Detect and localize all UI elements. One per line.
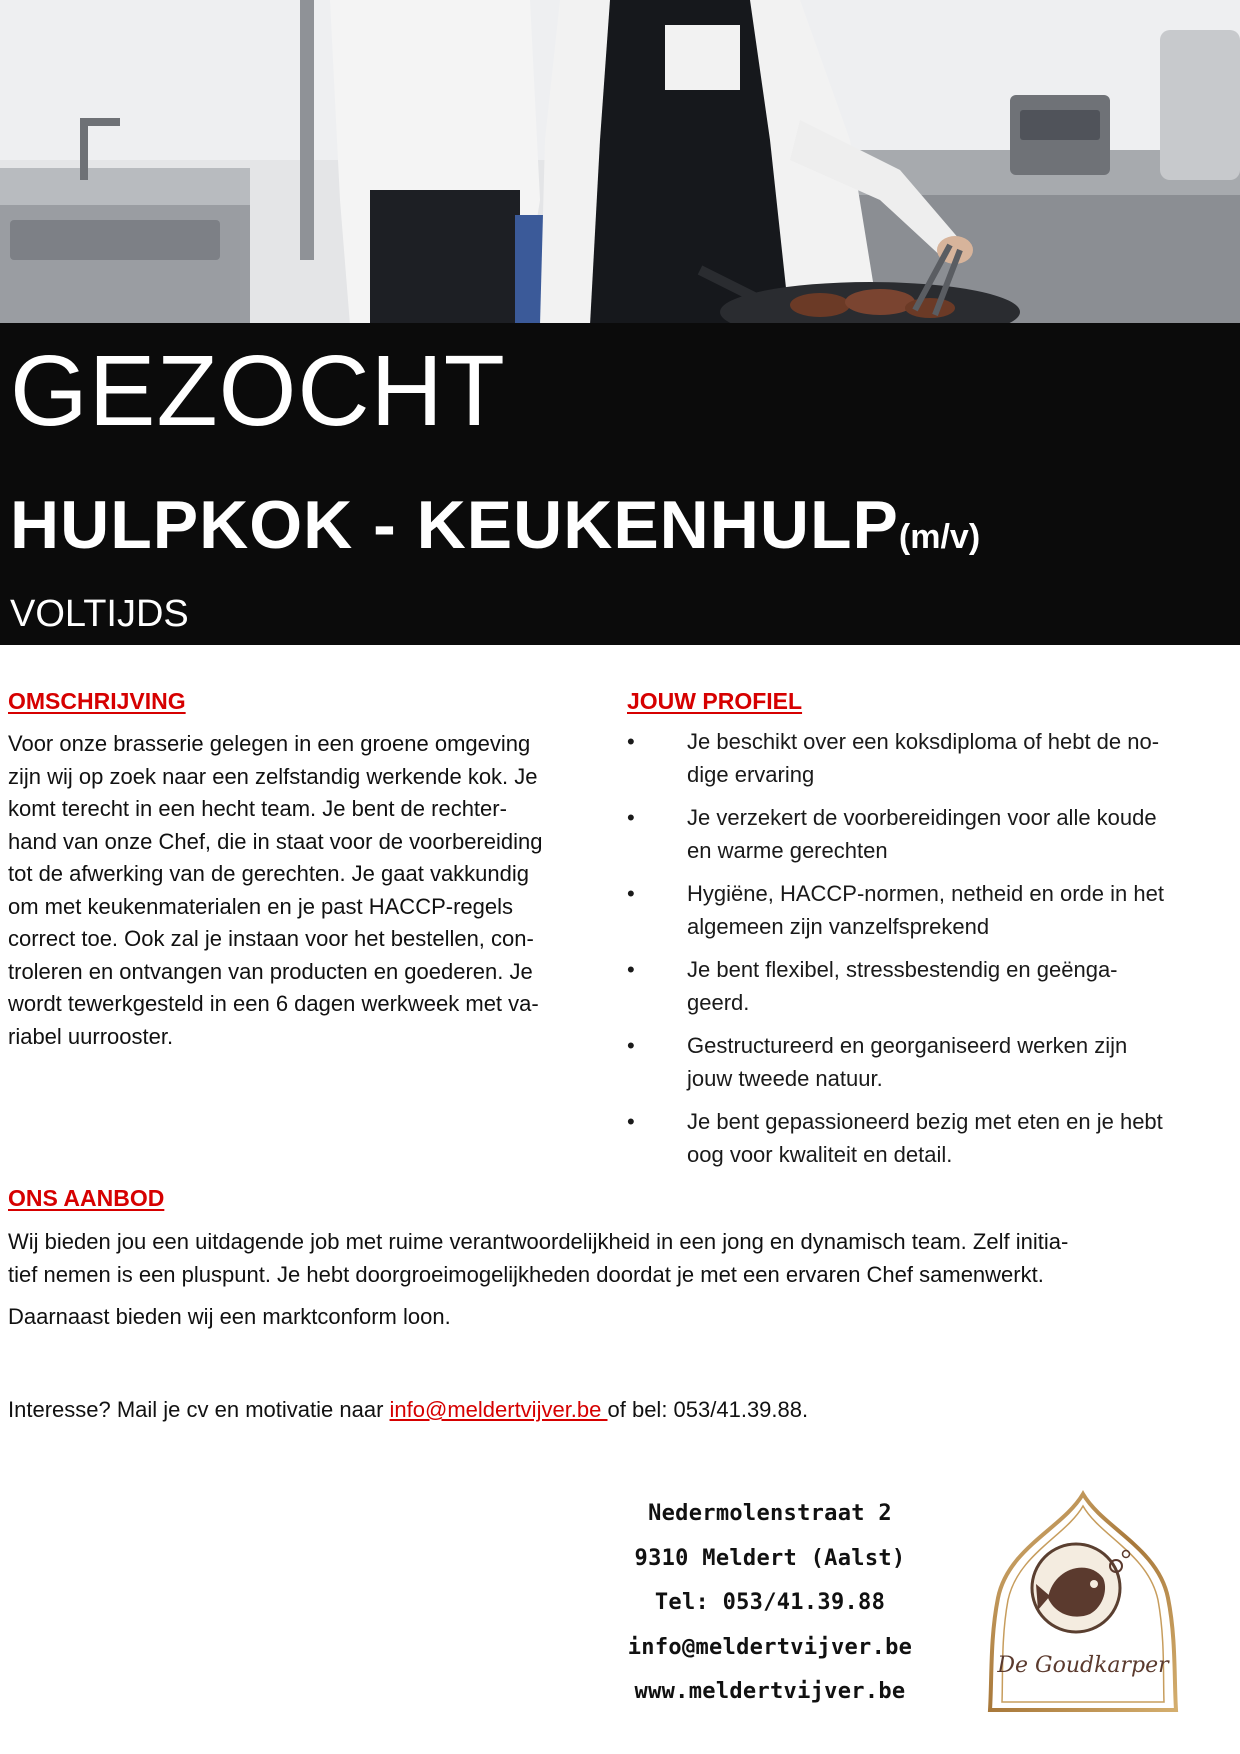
list-item-line: Je beschikt over een koksdiploma of hebt de no- — [687, 729, 1160, 754]
list-item — [627, 1030, 1235, 1095]
profile-heading: JOUW PROFIEL — [627, 688, 803, 714]
offer-line: tief nemen is een pluspunt. Je hebt doorgroeimogelijkheden doordat je met een ervaren Chef samenwerkt. — [8, 1261, 1044, 1287]
profile-list — [627, 726, 1235, 1182]
offer-line: Wij bieden jou een uitdagende job met ruime verantwoordelijkheid in een jong en dynamisch team. Zelf initia- — [8, 1229, 1069, 1254]
logo-name: De Goudkarper — [997, 1653, 1169, 1678]
offer-line: Daarnaast bieden wij een marktconform loon. — [8, 1304, 451, 1329]
address-phone: Tel: 053/41.39.88 — [654, 1590, 886, 1615]
list-item-line: jouw tweede natuur. — [687, 1065, 883, 1091]
email-link[interactable]: info@meldertvijver.be — [389, 1397, 608, 1422]
list-item — [627, 1106, 1235, 1171]
description-line: om met keukenmaterialen en je past HACCP-regels — [8, 893, 514, 919]
bullet: • — [627, 805, 635, 830]
list-item — [627, 954, 1235, 1019]
contact-prefix: Interesse? Mail je cv en motivatie naar — [8, 1397, 390, 1422]
list-item-line: dige ervaring — [687, 761, 815, 787]
bullet: • — [627, 957, 635, 982]
address-city: 9310 Meldert (Aalst) — [634, 1545, 906, 1571]
title-banner — [0, 323, 1240, 645]
offer-heading: ONS AANBOD — [8, 1185, 165, 1211]
description-line: troleren en ontvangen van producten en goederen. Je — [8, 958, 533, 984]
address-street: Nedermolenstraat 2 — [648, 1501, 892, 1526]
list-item-line: geerd. — [687, 989, 750, 1015]
job-title — [10, 487, 981, 563]
description-line: riabel uurrooster. — [8, 1023, 174, 1049]
description-line: tot de afwerking van de gerechten. Je gaat vakkundig — [8, 861, 530, 886]
job-title-text: HULPKOK - KEUKENHULP — [10, 487, 899, 563]
gender-suffix: (m/v) — [898, 518, 981, 556]
contact-line — [8, 1394, 1233, 1427]
list-item-line: Je bent flexibel, stressbestendig en geënga- — [687, 957, 1118, 982]
list-item-line: Je verzekert de voorbereidingen voor alle koude — [687, 805, 1157, 830]
bullet: • — [627, 729, 635, 754]
description-text — [8, 728, 618, 1053]
description-heading: OMSCHRIJVING — [8, 688, 186, 714]
list-item-line: en warme gerechten — [687, 837, 888, 863]
list-item — [627, 878, 1235, 943]
offer-text — [8, 1226, 1233, 1334]
list-item-line: Hygiëne, HACCP-normen, netheid en orde in het — [687, 881, 1164, 906]
description-line: zijn wij op zoek naar een zelfstandig werkende kok. Je — [8, 763, 538, 789]
goudkarper-logo — [968, 1488, 1198, 1720]
list-item-line: oog voor kwaliteit en detail. — [687, 1141, 953, 1167]
bullet: • — [627, 1109, 635, 1134]
bullet: • — [627, 881, 635, 906]
list-item-line: Gestructureerd en georganiseerd werken zijn — [687, 1033, 1128, 1058]
description-line: Voor onze brasserie gelegen in een groene omgeving — [8, 731, 531, 756]
list-item-line: Je bent gepassioneerd bezig met eten en je hebt — [687, 1109, 1163, 1134]
bullet: • — [627, 1033, 635, 1058]
description-line: wordt tewerkgesteld in een 6 dagen werkweek met va- — [8, 991, 539, 1016]
contact-suffix: of bel: 053/41.39.88. — [607, 1397, 809, 1422]
wanted-heading: GEZOCHT — [10, 335, 506, 447]
list-item — [627, 726, 1235, 791]
hero-kitchen-photo — [0, 0, 1240, 325]
description-line: komt terecht in een hecht team. Je bent de rechter- — [8, 796, 507, 821]
address-block — [575, 1492, 965, 1715]
description-line: hand van onze Chef, die in staat voor de voorbereiding — [8, 828, 543, 854]
address-website[interactable]: www.meldertvijver.be — [634, 1679, 906, 1704]
description-line: correct toe. Ook zal je instaan voor het bestellen, con- — [8, 926, 534, 951]
list-item — [627, 802, 1235, 867]
list-item-line: algemeen zijn vanzelfsprekend — [687, 913, 990, 939]
address-email[interactable]: info@meldertvijver.be — [627, 1634, 913, 1660]
employment-type: VOLTIJDS — [10, 593, 189, 635]
